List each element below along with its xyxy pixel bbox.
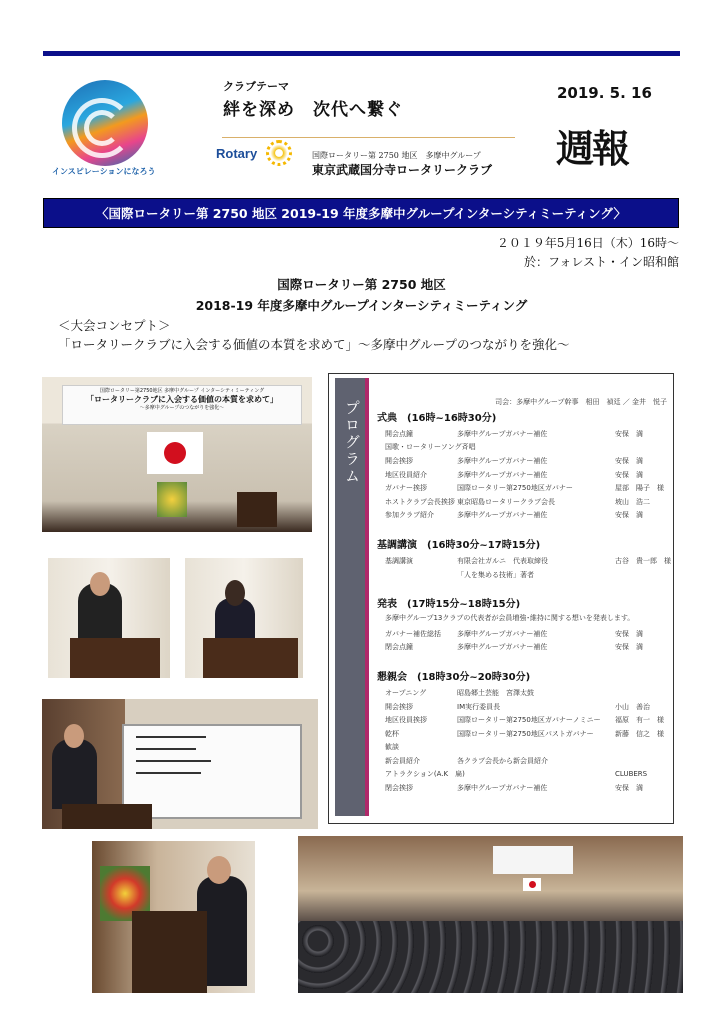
- event-venue: 於：フォレスト・イン昭和館: [523, 255, 679, 269]
- rotary-wheel-icon: [266, 140, 292, 166]
- program-role: 多摩中グループガバナー補佐: [457, 629, 548, 638]
- program-item: 歓談: [385, 743, 399, 752]
- program-person: 福原 有一 様: [615, 716, 664, 725]
- program-item: ガバナー挨拶: [385, 484, 427, 493]
- club-name: 東京武蔵国分寺ロータリークラブ: [312, 163, 493, 177]
- hall-banner: [493, 846, 573, 874]
- program-role: 多摩中グループガバナー補佐: [457, 470, 548, 479]
- program-person: 小山 善治: [615, 702, 650, 711]
- event-datetime: ２０１９年5月16日（木）16時～: [496, 236, 679, 250]
- program-row: [381, 495, 673, 509]
- program-item: 開会挨拶: [385, 702, 413, 711]
- program-mc: 司会：多摩中グループ幹事 相田 禎廷 ／ 金井 悦子: [495, 398, 667, 406]
- photo-speaker-woman: [185, 558, 303, 678]
- program-item: オープニング: [385, 688, 427, 697]
- program-note: 多摩中グループ13クラブの代表者が会員増強･維持に関する想いを発表します。: [385, 614, 635, 623]
- banner-line-2: 「ロータリークラブに入会する価値の本質を求めて」: [86, 394, 278, 404]
- program-item: 開会点鐘: [385, 429, 413, 438]
- program-person: 安保 満: [615, 511, 643, 520]
- program-item: 地区役員挨拶: [385, 716, 427, 725]
- program-role: IM実行委員長: [457, 702, 501, 711]
- program-person: 安保 満: [615, 470, 643, 479]
- program-item: 基調講演: [385, 556, 413, 565]
- program-row: [381, 768, 673, 782]
- photo-audience-hall: [298, 836, 683, 993]
- program-role: 有限会社ガルニ 代表取締役: [457, 556, 548, 565]
- japan-flag: [147, 432, 203, 474]
- banner-line-1: 国際ロータリー第2750地区 多摩中グループ インターシティミーティング: [99, 388, 265, 394]
- program-role: 多摩中グループガバナー補佐: [457, 429, 548, 438]
- program-role: 国際ロータリー第2750地区ガバナー: [457, 484, 573, 493]
- logo-caption: インスピレーションになろう: [52, 167, 156, 176]
- program-item: 新会員紹介: [385, 756, 420, 765]
- program-item: ホストクラブ会長挨拶: [385, 497, 455, 506]
- program-section-title: 式典 (16時~16時30分): [377, 413, 497, 424]
- program-section-title: 懇親会 (18時30分~20時30分): [377, 672, 531, 684]
- concept-label: ＜大会コンセプト＞: [58, 318, 171, 333]
- flower-arrangement: [157, 482, 187, 517]
- program-row: [381, 700, 673, 714]
- program-role: 東京昭島ロータリークラブ会長: [457, 497, 555, 506]
- program-item: 国歌・ロータリーソング斉唱: [385, 443, 476, 452]
- program-person: CLUBERS: [615, 770, 648, 779]
- program-row: [381, 627, 673, 641]
- program-person: 安保 満: [615, 643, 643, 652]
- program-item: 閉会挨拶: [385, 784, 413, 793]
- program-title: プログラム: [343, 400, 361, 485]
- program-row: [381, 568, 673, 582]
- program-person: 古谷 貴一郎 様: [615, 556, 671, 565]
- program-role: 多摩中グループガバナー補佐: [457, 511, 548, 520]
- podium: [237, 492, 277, 527]
- program-role: 昭島郷土芸能 宮澤太鼓: [457, 688, 534, 697]
- program-row: [381, 641, 673, 655]
- photo-closing-speaker: [92, 841, 255, 993]
- program-row: [381, 754, 673, 768]
- program-person: 安保 満: [615, 629, 643, 638]
- issue-date: 2019. 5. 16: [557, 84, 652, 102]
- program-row: [381, 481, 673, 495]
- program-row: [381, 427, 673, 441]
- program-row: [381, 741, 673, 755]
- program-card: [328, 373, 674, 824]
- banner-line-3: ～多摩中グループのつながりを強化～: [139, 404, 225, 411]
- top-rule: [43, 51, 680, 56]
- program-row: [381, 713, 673, 727]
- program-row: [381, 468, 673, 482]
- program-item: 参加クラブ紹介: [385, 511, 434, 520]
- program-person: 坡山 浩二: [615, 497, 650, 506]
- photo-keynote-whiteboard: [42, 699, 318, 829]
- photo-speaker-man: [48, 558, 170, 678]
- event-banner: 〈国際ロータリー第 2750 地区 2019-19 年度多摩中グループインターシティミーティング〉: [43, 198, 679, 228]
- concept-text: 「ロータリークラブに入会する価値の本質を求めて」～多摩中グループのつながりを強化～: [58, 337, 570, 352]
- rotary-theme-logo: [62, 80, 148, 166]
- program-role: 「人を集める技術」著者: [457, 570, 534, 579]
- theme-label: クラブテーマ: [223, 80, 289, 93]
- program-item: 閉会点鐘: [385, 643, 413, 652]
- japan-flag: [523, 878, 541, 891]
- newsletter-title: 週報: [556, 127, 629, 171]
- program-sidebar: [335, 378, 369, 816]
- program-person: 屋部 陽子 様: [615, 484, 664, 493]
- program-row: [381, 454, 673, 468]
- program-item: 開会挨拶: [385, 456, 413, 465]
- program-row: [381, 441, 673, 455]
- rotary-wordmark: Rotary: [216, 146, 258, 161]
- program-role: 各クラブ会長から新会員紹介: [457, 756, 548, 765]
- event-heading-1: 国際ロータリー第 2750 地区: [277, 277, 446, 292]
- program-role: 多摩中グループガバナー補佐: [457, 456, 548, 465]
- program-role: 多摩中グループガバナー補佐: [457, 643, 548, 652]
- program-row: [381, 727, 673, 741]
- program-role: 多摩中グループガバナー補佐: [457, 784, 548, 793]
- program-item: 地区役員紹介: [385, 470, 427, 479]
- program-section-title: 発表 (17時15分~18時15分): [377, 599, 521, 611]
- program-row: [381, 686, 673, 700]
- program-row: [381, 781, 673, 795]
- district-label: 国際ロータリー第 2750 地区 多摩中グループ: [312, 151, 481, 160]
- program-role: 国際ロータリー第2750地区ガバナーノミニー: [457, 716, 601, 725]
- photo-stage-banner: [42, 377, 312, 532]
- program-item: 乾杯: [385, 729, 399, 738]
- program-row: [381, 554, 673, 568]
- program-item: アトラクション(A.K 扁): [385, 770, 465, 779]
- program-row: [381, 509, 673, 523]
- event-heading-2: 2018-19 年度多摩中グループインターシティミーティング: [195, 298, 528, 313]
- divider: [222, 137, 515, 138]
- program-content: [377, 397, 673, 795]
- program-section-title: 基調講演 (16時30分~17時15分): [377, 540, 541, 552]
- program-item: ガバナー補佐総括: [385, 629, 441, 638]
- program-person: 新藤 信之 様: [615, 729, 664, 738]
- club-theme: 絆を深め 次代へ繋ぐ: [223, 100, 403, 120]
- program-person: 安保 満: [615, 429, 643, 438]
- program-person: 安保 満: [615, 784, 643, 793]
- program-role: 国際ロータリー第2750地区パストガバナー: [457, 729, 594, 738]
- program-person: 安保 満: [615, 456, 643, 465]
